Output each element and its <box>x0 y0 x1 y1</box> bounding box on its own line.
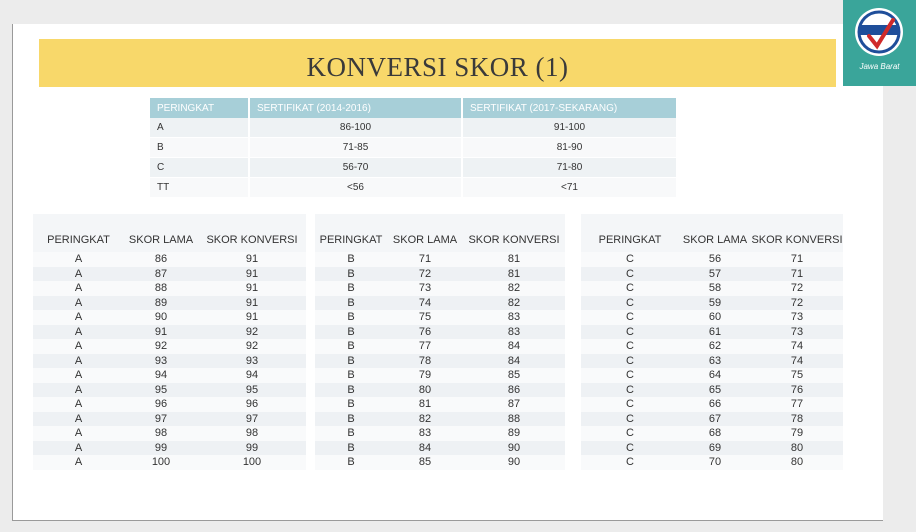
table-cell: 96 <box>124 397 198 412</box>
table-row <box>33 426 306 441</box>
table-row <box>315 441 565 456</box>
conversion-table-c <box>581 214 843 470</box>
table-cell: 92 <box>124 339 198 354</box>
table-cell: 75 <box>387 310 463 325</box>
table-cell: 62 <box>679 339 751 354</box>
conversion-table-a <box>33 214 306 470</box>
table-cell: <71 <box>462 178 677 198</box>
table-row <box>315 296 565 311</box>
table-cell: A <box>33 296 124 311</box>
table-cell: 59 <box>679 296 751 311</box>
table-cell: C <box>581 383 679 398</box>
table-cell: 85 <box>387 455 463 470</box>
table-row <box>315 267 565 282</box>
table-cell: 99 <box>124 441 198 456</box>
table-cell: B <box>315 339 387 354</box>
table-row <box>33 368 306 383</box>
table-cell: 71 <box>751 252 843 267</box>
table-cell: 71 <box>751 267 843 282</box>
table-cell: 95 <box>124 383 198 398</box>
header-cell: SKOR LAMA <box>387 214 463 252</box>
table-cell: 70 <box>679 455 751 470</box>
table-cell: 72 <box>751 296 843 311</box>
table-cell: 91 <box>124 325 198 340</box>
table-cell: 74 <box>751 354 843 369</box>
table-cell: 86 <box>463 383 565 398</box>
table-cell: B <box>315 267 387 282</box>
table-cell: 90 <box>463 455 565 470</box>
table-cell: B <box>150 138 249 158</box>
table-cell: B <box>315 325 387 340</box>
table-row <box>581 397 843 412</box>
table-row <box>581 281 843 296</box>
table-cell: 89 <box>463 426 565 441</box>
table-cell: C <box>150 158 249 178</box>
table-cell: 67 <box>679 412 751 427</box>
table-cell: TT <box>150 178 249 198</box>
table-row <box>150 118 677 138</box>
table-cell: B <box>315 252 387 267</box>
table-row <box>150 158 677 178</box>
table-cell: 91 <box>198 267 306 282</box>
table-row <box>33 296 306 311</box>
table-header-row <box>581 214 843 252</box>
header-cell: SKOR KONVERSI <box>463 214 565 252</box>
ban-sm-logo <box>843 0 916 86</box>
table-row <box>581 296 843 311</box>
table-row <box>581 267 843 282</box>
table-cell: B <box>315 281 387 296</box>
table-cell: 89 <box>124 296 198 311</box>
table-cell: 72 <box>387 267 463 282</box>
table-cell: 86-100 <box>249 118 462 138</box>
table-cell: 79 <box>751 426 843 441</box>
table-cell: B <box>315 296 387 311</box>
table-cell: A <box>33 281 124 296</box>
table-cell: 93 <box>124 354 198 369</box>
table-cell: C <box>581 412 679 427</box>
table-row <box>33 267 306 282</box>
table-row <box>150 178 677 198</box>
table-cell: 86 <box>124 252 198 267</box>
table-cell: 77 <box>751 397 843 412</box>
table-row <box>581 310 843 325</box>
table-cell: C <box>581 267 679 282</box>
table-cell: 98 <box>124 426 198 441</box>
table-row <box>315 455 565 470</box>
header-cell: SKOR KONVERSI <box>198 214 306 252</box>
table-cell: 83 <box>387 426 463 441</box>
table-cell: B <box>315 310 387 325</box>
ban-sm-emblem-icon <box>853 6 905 58</box>
table-cell: 81 <box>387 397 463 412</box>
table-cell: 73 <box>751 325 843 340</box>
table-row <box>581 426 843 441</box>
table-cell: B <box>315 383 387 398</box>
table-row <box>33 397 306 412</box>
table-row <box>33 310 306 325</box>
header-cell: SERTIFIKAT (2017-SEKARANG) <box>462 98 677 118</box>
table-cell: 97 <box>124 412 198 427</box>
table-cell: 68 <box>679 426 751 441</box>
table-row <box>581 383 843 398</box>
table-row <box>581 354 843 369</box>
table-cell: A <box>33 426 124 441</box>
table-cell: A <box>33 412 124 427</box>
table-cell: 73 <box>387 281 463 296</box>
table-cell: 91-100 <box>462 118 677 138</box>
table-cell: 60 <box>679 310 751 325</box>
table-cell: 81 <box>463 252 565 267</box>
table-cell: A <box>33 368 124 383</box>
table-row <box>581 412 843 427</box>
table-row <box>581 455 843 470</box>
table-row <box>581 441 843 456</box>
table-cell: A <box>33 267 124 282</box>
table-cell: C <box>581 354 679 369</box>
table-row <box>581 325 843 340</box>
table-cell: A <box>33 397 124 412</box>
table-row <box>315 281 565 296</box>
title-bar <box>39 39 836 87</box>
table-row <box>581 252 843 267</box>
table-cell: A <box>33 441 124 456</box>
table-cell: 58 <box>679 281 751 296</box>
table-cell: 72 <box>751 281 843 296</box>
table-row <box>33 252 306 267</box>
table-cell: 94 <box>198 368 306 383</box>
table-cell: 76 <box>387 325 463 340</box>
table-cell: 100 <box>198 455 306 470</box>
table-cell: C <box>581 441 679 456</box>
table-row <box>581 339 843 354</box>
table-row <box>315 252 565 267</box>
table-cell: 91 <box>198 281 306 296</box>
table-cell: <56 <box>249 178 462 198</box>
table-row <box>150 138 677 158</box>
table-row <box>33 325 306 340</box>
table-cell: 87 <box>463 397 565 412</box>
table-row <box>315 325 565 340</box>
table-cell: A <box>150 118 249 138</box>
table-cell: 85 <box>463 368 565 383</box>
table-cell: 71-85 <box>249 138 462 158</box>
table-cell: C <box>581 252 679 267</box>
table-header-row <box>150 98 677 118</box>
table-cell: 97 <box>198 412 306 427</box>
table-row <box>33 281 306 296</box>
table-cell: C <box>581 310 679 325</box>
table-cell: C <box>581 281 679 296</box>
table-header-row <box>33 214 306 252</box>
table-cell: A <box>33 325 124 340</box>
table-cell: 77 <box>387 339 463 354</box>
header-cell: SKOR LAMA <box>124 214 198 252</box>
table-row <box>581 368 843 383</box>
table-cell: 56-70 <box>249 158 462 178</box>
table-cell: C <box>581 426 679 441</box>
table-cell: 71 <box>387 252 463 267</box>
table-cell: 83 <box>463 325 565 340</box>
table-cell: 87 <box>124 267 198 282</box>
table-cell: C <box>581 339 679 354</box>
table-cell: 91 <box>198 252 306 267</box>
table-row <box>33 354 306 369</box>
slide <box>12 24 883 521</box>
table-row <box>315 426 565 441</box>
header-cell: SKOR LAMA <box>679 214 751 252</box>
table-cell: 80 <box>751 455 843 470</box>
table-cell: 95 <box>198 383 306 398</box>
table-cell: 71-80 <box>462 158 677 178</box>
table-row <box>33 339 306 354</box>
table-cell: A <box>33 455 124 470</box>
table-cell: 74 <box>387 296 463 311</box>
table-cell: 80 <box>387 383 463 398</box>
table-cell: 80 <box>751 441 843 456</box>
table-row <box>33 441 306 456</box>
table-cell: 75 <box>751 368 843 383</box>
table-cell: C <box>581 397 679 412</box>
table-cell: B <box>315 455 387 470</box>
table-cell: 94 <box>124 368 198 383</box>
table-cell: B <box>315 441 387 456</box>
table-cell: 78 <box>387 354 463 369</box>
table-cell: 61 <box>679 325 751 340</box>
table-cell: 88 <box>463 412 565 427</box>
table-cell: 64 <box>679 368 751 383</box>
header-cell: PERINGKAT <box>150 98 249 118</box>
table-cell: 81 <box>463 267 565 282</box>
table-cell: 92 <box>198 325 306 340</box>
table-cell: 91 <box>198 310 306 325</box>
table-cell: 92 <box>198 339 306 354</box>
conversion-table-b <box>315 214 565 470</box>
table-cell: 81-90 <box>462 138 677 158</box>
table-cell: 91 <box>198 296 306 311</box>
table-cell: 74 <box>751 339 843 354</box>
table-cell: 69 <box>679 441 751 456</box>
table-cell: 93 <box>198 354 306 369</box>
table-cell: 83 <box>463 310 565 325</box>
grade-range-table <box>150 98 678 198</box>
table-row <box>315 339 565 354</box>
table-cell: C <box>581 325 679 340</box>
table-row <box>33 383 306 398</box>
table-cell: 56 <box>679 252 751 267</box>
header-cell: PERINGKAT <box>581 214 679 252</box>
table-cell: A <box>33 383 124 398</box>
table-row <box>315 397 565 412</box>
table-row <box>33 455 306 470</box>
table-cell: 82 <box>463 296 565 311</box>
header-cell: SERTIFIKAT (2014-2016) <box>249 98 462 118</box>
table-cell: 73 <box>751 310 843 325</box>
header-cell: SKOR KONVERSI <box>751 214 843 252</box>
table-cell: 76 <box>751 383 843 398</box>
table-row <box>315 354 565 369</box>
table-cell: C <box>581 296 679 311</box>
table-cell: 65 <box>679 383 751 398</box>
table-cell: 57 <box>679 267 751 282</box>
table-cell: A <box>33 339 124 354</box>
table-cell: 82 <box>387 412 463 427</box>
table-cell: B <box>315 412 387 427</box>
table-cell: 100 <box>124 455 198 470</box>
table-cell: C <box>581 455 679 470</box>
table-cell: 84 <box>387 441 463 456</box>
table-cell: B <box>315 397 387 412</box>
logo-caption: Jawa Barat <box>859 62 900 71</box>
table-cell: 63 <box>679 354 751 369</box>
table-row <box>315 368 565 383</box>
table-cell: A <box>33 354 124 369</box>
table-cell: C <box>581 368 679 383</box>
table-cell: A <box>33 252 124 267</box>
table-cell: 88 <box>124 281 198 296</box>
table-cell: 84 <box>463 339 565 354</box>
table-cell: B <box>315 354 387 369</box>
table-row <box>315 383 565 398</box>
table-header-row <box>315 214 565 252</box>
table-cell: 98 <box>198 426 306 441</box>
table-cell: 99 <box>198 441 306 456</box>
table-cell: 90 <box>124 310 198 325</box>
table-cell: 84 <box>463 354 565 369</box>
table-cell: B <box>315 368 387 383</box>
table-cell: 82 <box>463 281 565 296</box>
table-cell: 66 <box>679 397 751 412</box>
table-row <box>315 412 565 427</box>
table-cell: A <box>33 310 124 325</box>
table-row <box>315 310 565 325</box>
table-cell: B <box>315 426 387 441</box>
header-cell: PERINGKAT <box>33 214 124 252</box>
table-cell: 90 <box>463 441 565 456</box>
table-cell: 78 <box>751 412 843 427</box>
table-row <box>33 412 306 427</box>
table-cell: 96 <box>198 397 306 412</box>
slide-title: KONVERSI SKOR (1) <box>306 51 569 82</box>
table-cell: 79 <box>387 368 463 383</box>
header-cell: PERINGKAT <box>315 214 387 252</box>
